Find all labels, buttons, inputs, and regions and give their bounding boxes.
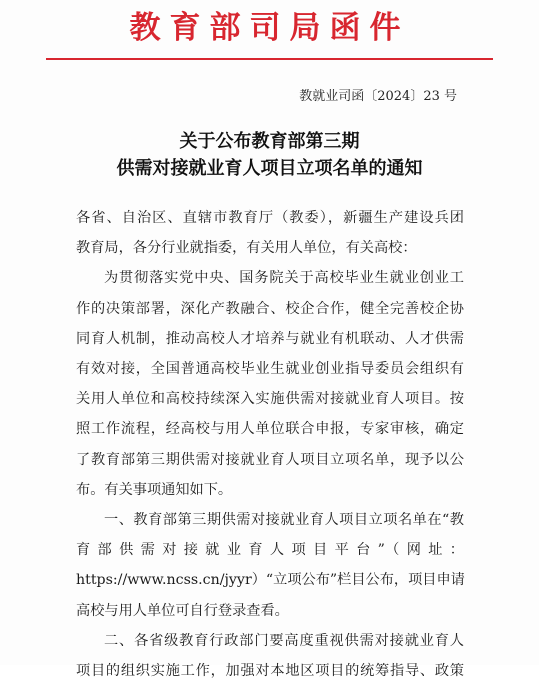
- item-one-paragraph: [76, 505, 464, 626]
- intro-line: 关用人单位和高校持续深入实施供需对接就业育人项目。按: [76, 391, 464, 408]
- intro-line: 了教育部第三期供需对接就业育人项目立项名单，现予以公: [76, 451, 464, 468]
- salutation-line: 各省、自治区、直辖市教育厅（教委），新疆生产建设兵团: [76, 210, 464, 226]
- item-two-line: 二、各省级教育行政部门要高度重视供需对接就业育人: [104, 632, 464, 649]
- item-one-line: https://www.ncss.cn/jyyr）“立项公布”栏目公布，项目申请: [76, 572, 465, 589]
- item-one-line: 高校与用人单位可自行登录查看。: [76, 602, 289, 619]
- item-two-line: 项目的组织实施工作，加强对本地区项目的统筹指导、政策: [76, 663, 464, 680]
- intro-line: 作的决策部署，深化产教融合、校企合作，健全完善校企协: [76, 300, 464, 317]
- intro-line: 有效对接，全国普通高校毕业生就业创业指导委员会组织有: [76, 361, 464, 378]
- intro-paragraph: [76, 263, 464, 505]
- notice-title-line-2: 供需对接就业育人项目立项名单的通知: [116, 158, 423, 179]
- letterhead-red-rule: [46, 58, 493, 60]
- item-two-paragraph: [76, 626, 464, 686]
- item-one-line: 育部供需对接就业育人项目平台”（网址：: [76, 542, 464, 559]
- item-one-line: 一、教育部第三期供需对接就业育人项目立项名单在“教: [104, 512, 464, 529]
- notice-title: [0, 128, 539, 182]
- salutation-paragraph: [76, 203, 464, 263]
- notice-body: [76, 203, 464, 686]
- intro-line: 布。有关事项通知如下。: [76, 481, 233, 498]
- letterhead-title: 教育部司局函件: [129, 10, 410, 46]
- notice-title-line-1: 关于公布教育部第三期: [179, 131, 360, 152]
- intro-line: 为贯彻落实党中央、国务院关于高校毕业生就业创业工: [104, 270, 464, 287]
- intro-line: 同育人机制，推动高校人才培养与就业有机联动、人才供需: [76, 330, 464, 347]
- document-number: 教就业司函〔2024〕23 号: [299, 89, 457, 104]
- salutation-line: 教育局，各分行业就指委，有关用人单位，有关高校：: [76, 240, 417, 257]
- intro-line: 照工作流程，经高校与用人单位联合申报，专家审核，确定: [76, 421, 464, 438]
